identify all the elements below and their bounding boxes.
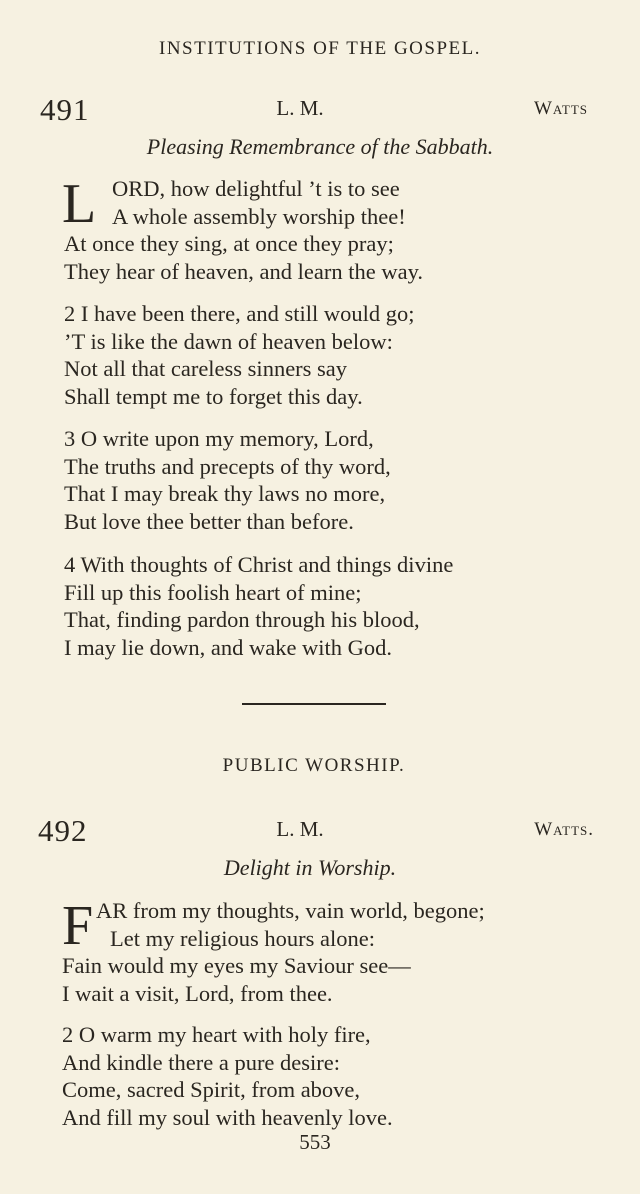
verse-line: The truths and precepts of thy word,	[64, 453, 391, 479]
verse-line: But love thee better than before.	[64, 508, 354, 534]
verse-line: I wait a visit, Lord, from thee.	[62, 980, 333, 1006]
drop-cap: L	[62, 173, 97, 235]
section-divider	[242, 703, 386, 705]
hymn-subtitle: Delight in Worship.	[223, 855, 397, 880]
hymn-number: 492	[38, 813, 88, 848]
verse-line: They hear of heaven, and learn the way.	[64, 258, 423, 284]
hymn-author: Watts.	[534, 819, 594, 840]
hymn-491-stanza-3	[64, 425, 391, 535]
verse-line: And fill my soul with heavenly love.	[62, 1104, 393, 1130]
hymn-author: Watts	[534, 98, 588, 119]
verse-line: At once they sing, at once they pray;	[64, 231, 394, 256]
verse-line: ’T is like the dawn of heaven below:	[64, 328, 393, 354]
running-header: INSTITUTIONS OF THE GOSPEL.	[159, 38, 481, 59]
verse-line: Let my religious hours alone:	[110, 925, 375, 951]
hymn-491-stanza-4	[64, 551, 453, 661]
verse-line: 4 With thoughts of Christ and things divine	[64, 552, 454, 577]
verse-line: Fain would my eyes my Saviour see—	[62, 953, 411, 978]
hymn-492-heading	[0, 813, 640, 853]
section-heading: PUBLIC WORSHIP.	[222, 755, 406, 776]
verse-line: That, finding pardon through his blood,	[64, 607, 420, 632]
hymn-492-stanza-2	[62, 1021, 393, 1131]
verse-line: ORD, how delightful ’t is to see	[112, 176, 400, 201]
hymn-number: 491	[40, 92, 90, 127]
verse-line: Shall tempt me to forget this day.	[64, 383, 363, 409]
hymn-meter: L. M.	[276, 96, 324, 120]
hymn-491-heading	[0, 92, 640, 132]
verse-line: AR from my thoughts, vain world, begone;	[96, 898, 485, 923]
verse-line: And kindle there a pure desire:	[62, 1049, 341, 1075]
hymn-492-stanza-1	[62, 897, 485, 1007]
verse-line: Fill up this foolish heart of mine;	[64, 579, 362, 605]
verse-line: I may lie down, and wake with God.	[64, 634, 393, 660]
page-number: 553	[299, 1130, 331, 1154]
hymn-491-stanza-1	[64, 175, 423, 285]
verse-line: 2 I have been there, and still would go;	[64, 301, 415, 326]
hymn-491-stanza-2	[64, 300, 415, 410]
verse-line: A whole assembly worship thee!	[112, 203, 406, 229]
verse-line: 3 O write upon my memory, Lord,	[64, 426, 374, 451]
verse-line: That I may break thy laws no more,	[64, 481, 386, 506]
hymn-meter: L. M.	[276, 817, 324, 841]
verse-line: Come, sacred Spirit, from above,	[62, 1077, 361, 1102]
verse-line: Not all that careless sinners say	[64, 356, 348, 381]
hymn-subtitle: Pleasing Remembrance of the Sabbath.	[146, 134, 494, 159]
drop-cap: F	[62, 895, 94, 957]
verse-line: 2 O warm my heart with holy fire,	[62, 1022, 371, 1047]
